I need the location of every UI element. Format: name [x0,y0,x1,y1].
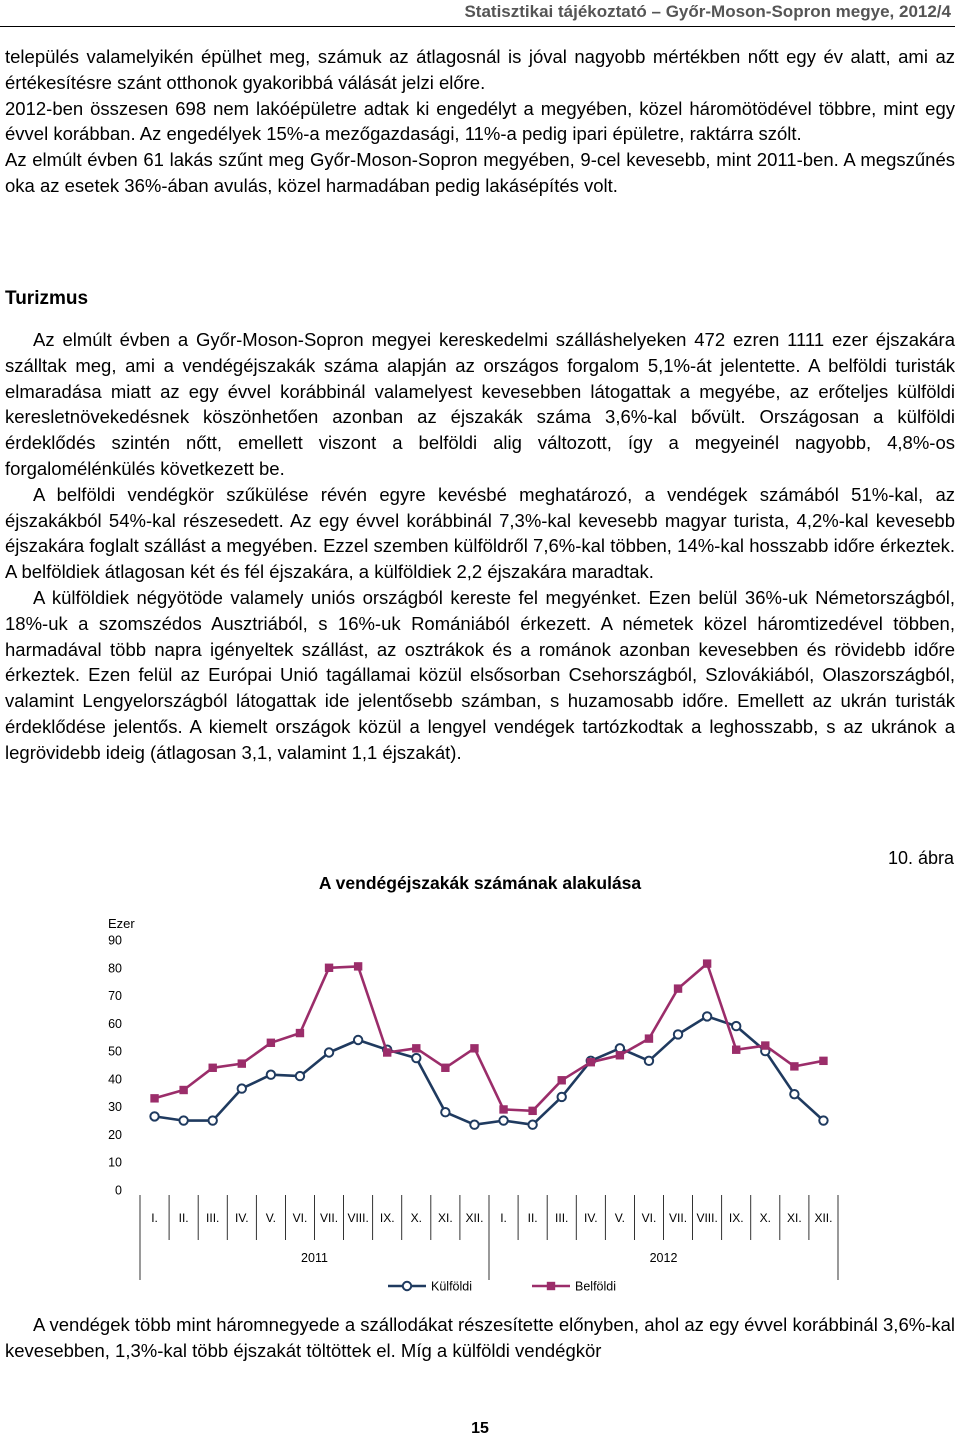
x-tick-label: II. [527,1211,538,1225]
data-point [470,1121,478,1129]
page-number: 15 [471,1420,489,1437]
data-point [296,1072,304,1080]
data-point [732,1046,740,1054]
data-point [179,1086,187,1094]
data-point [645,1034,653,1042]
x-tick-label: XI. [438,1211,453,1225]
x-tick-label: VI. [641,1211,657,1225]
header-title: Statisztikai tájékoztató – Győr-Moson-Sopron megye, 2012/4 [464,2,951,21]
x-tick-label: V. [265,1211,276,1225]
series-line-belföldi [155,964,824,1111]
x-tick-label: XII. [814,1211,833,1225]
x-tick-label: X. [410,1211,422,1225]
year-group-label: 2011 [301,1251,328,1265]
data-point [441,1108,449,1116]
y-tick-label: 90 [108,933,122,948]
data-point [558,1076,566,1084]
data-point [674,1030,682,1038]
data-point [412,1044,420,1052]
x-tick-label: I. [500,1211,507,1225]
y-tick-label: 10 [108,1155,122,1170]
x-tick-label: IV. [584,1211,598,1225]
data-point [412,1054,420,1062]
legend-label: Belföldi [575,1279,616,1294]
data-point [703,1012,711,1020]
intro-paragraph: Az elmúlt évben 61 lakás szűnt meg Győr-Moson-Sopron megyében, 9-cel kevesebb, mint 2011-ben. A megszűnés oka az esetek 36%-ában avulás, közel harmadában pedig lakásépítés volt. [5,149,955,196]
data-point [790,1062,798,1070]
data-point [267,1071,275,1079]
x-tick-label: VIII. [347,1211,369,1225]
tourism-paragraph: Az elmúlt évben a Győr-Moson-Sopron megyei kereskedelmi szálláshelyeken 472 ezren 1111 ezer éjszakára szálltak meg, ami a vendégéjszakák száma alapján az országos forgalom 5,1%-át jelentette. A belföldi turisták elmaradása miatt az egy évvel korábbinál valamelyest kevesebben látogattak a megyébe, az erőteljes külföldi keresletnövekedésnek köszönhetően azonban az éjszakák száma 3,6%-kal bővült. Országosan a külföldi érdeklődés szintén nőtt, emellett viszont a belföldi alig változott, így a megyeinél nagyobb, 4,8%-os forgalomélénkülés következett be. [5,329,955,479]
data-point [703,959,711,967]
data-point [238,1084,246,1092]
data-point [209,1064,217,1072]
data-point [238,1059,246,1067]
data-point [558,1093,566,1101]
x-tick-label: III. [206,1211,220,1225]
x-tick-label: III. [555,1211,569,1225]
data-point [150,1094,158,1102]
data-point [616,1051,624,1059]
data-point [354,962,362,970]
data-point [354,1036,362,1044]
y-tick-label: 50 [108,1044,122,1059]
data-point [383,1048,391,1056]
y-tick-label: 40 [108,1072,122,1087]
y-axis-unit-label: Ezer [108,916,135,931]
x-tick-label: VII. [320,1211,339,1225]
data-point [819,1116,827,1124]
tourism-paragraph: A külföldiek négyötöde valamely uniós országból kereste fel megyénket. Ezen belül 36%-uk Németországból, 18%-uk a szomszédos Ausztriából, s 16%-uk Romániából érkezett. A németek közel háromtizedével többen, harmadával több napra igényeltek szállást, az osztrákok és a románok azonban kevesebben és rövidebb időre érkeztek. Ezen felül az Európai Unió tagállamai közül elsősorban Csehországból, Szlovákiából, Olaszországból, valamint Lengyelországból látogattak ide jelentősebb számban, s huzamosabb időre. Emellett az ukrán turisták érdeklődése jelentős. A kiemelt országok közül a lengyel vendégek tartózkodtak a leghosszabb, s az ukránok a legrövidebb ideig (átlagosan 3,1, valamint 1,1 éjszakát). [5,586,955,763]
data-point [732,1022,740,1030]
x-tick-label: I. [151,1211,158,1225]
x-tick-label: IV. [235,1211,249,1225]
data-point [674,984,682,992]
data-point [761,1041,769,1049]
legend-marker [547,1282,555,1290]
chart-title: A vendégéjszakák számának alakulása [318,873,642,893]
data-point [499,1116,507,1124]
year-group-label: 2012 [649,1251,678,1265]
data-point [819,1057,827,1065]
data-point [209,1116,217,1124]
section-heading: Turizmus [5,288,89,309]
data-point [325,1048,333,1056]
x-tick-label: V. [614,1211,625,1225]
series-line-külföldi [155,1016,824,1124]
data-point [528,1121,536,1129]
data-point [325,964,333,972]
x-tick-label: X. [759,1211,771,1225]
bottom-paragraph: A vendégek több mint háromnegyede a szállodákat részesítette előnyben, ahol az egy évvel korábbinál 3,6%-kal kevesebben, 1,3%-kal több éjszakát töltöttek el. Míg a külföldi vendégkör [5,1314,955,1361]
data-point [499,1105,507,1113]
x-tick-label: IX. [728,1211,744,1225]
legend-label: Külföldi [431,1279,472,1294]
x-tick-label: VII. [669,1211,688,1225]
tourism-paragraph: A belföldi vendégkör szűkülése révén egyre kevésbé meghatározó, a vendégek számából 51%-kal, az éjszakákból 54%-kal részesedett. Az egy évvel korábbinál 7,3%-kal kevesebb magyar turista, 4,2%-kal kevesebb éjszakára foglalt szállást a megyében. Ezzel szemben külföldről 7,6%-kal többen, 14%-kal hosszabb időre érkeztek. A belföldiek átlagosan két és fél éjszakára, a külföldiek 2,2 éjszakára maradtak. [5,483,955,583]
data-point [790,1090,798,1098]
data-point [267,1039,275,1047]
data-point [470,1044,478,1052]
x-tick-label: VI. [292,1211,308,1225]
x-tick-label: XI. [787,1211,802,1225]
x-tick-label: VIII. [696,1211,718,1225]
intro-paragraph: 2012-ben összesen 698 nem lakóépületre adtak ki engedélyt a megyében, közel háromötödével többre, mint egy évvel korábban. Az engedélyek 15%-a mezőgazdasági, 11%-a pedig ipari épületre, raktárra szólt. [5,97,955,145]
data-point [150,1112,158,1120]
data-point [441,1064,449,1072]
data-point [179,1116,187,1124]
y-tick-label: 70 [108,989,122,1004]
x-tick-label: II. [178,1211,189,1225]
y-tick-label: 30 [108,1100,122,1115]
x-tick-label: XII. [465,1211,484,1225]
y-tick-label: 80 [108,961,122,976]
data-point [645,1057,653,1065]
data-point [296,1029,304,1037]
data-point [587,1058,595,1066]
x-tick-label: IX. [379,1211,395,1225]
y-tick-label: 0 [115,1183,122,1198]
data-point [528,1107,536,1115]
y-tick-label: 20 [108,1127,122,1142]
y-tick-label: 60 [108,1016,122,1031]
intro-paragraph: település valamelyikén épülhet meg, számuk az átlagosnál is jóval nagyobb mértékben nőtt egy év alatt, ami az értékesítésre szánt otthonok gyakoribbá válását jelzi előre. [5,46,955,93]
bottom-text [5,1312,955,1364]
legend-marker [403,1282,411,1290]
figure-label: 10. ábra [887,848,954,868]
